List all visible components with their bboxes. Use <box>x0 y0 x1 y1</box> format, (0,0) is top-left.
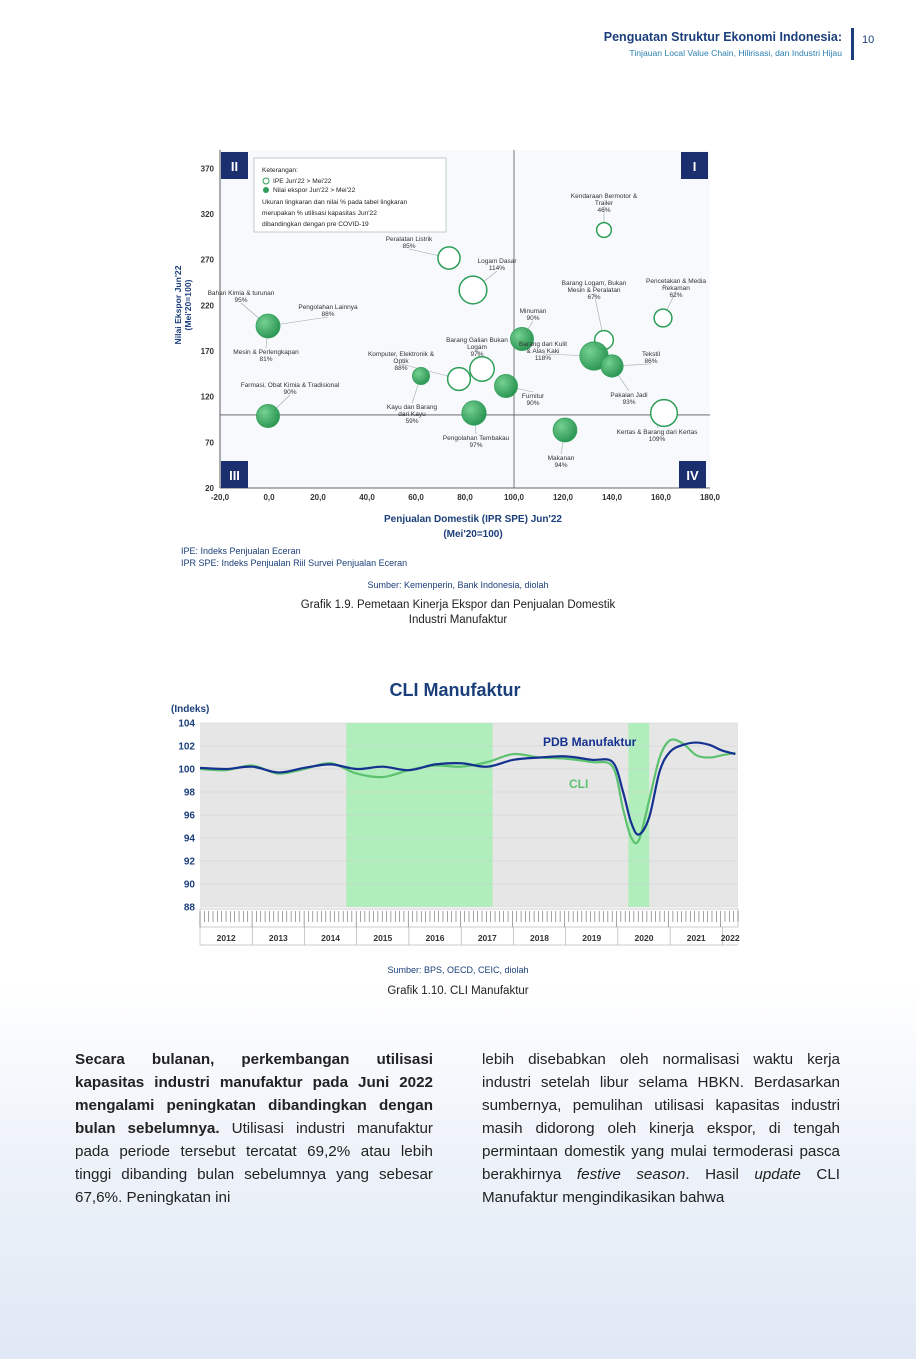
y-tick-label: 100 <box>178 764 195 776</box>
year-label: 2013 <box>268 933 288 943</box>
ipe-note: IPE: Indeks Penjualan Eceran <box>181 546 301 556</box>
year-label: 2022 <box>720 933 740 943</box>
y-tick-label: 104 <box>178 718 195 730</box>
point-utilization: 46% <box>597 207 611 214</box>
point-label: Logam Dasar <box>477 258 517 265</box>
data-point <box>597 223 612 238</box>
data-point <box>654 309 672 327</box>
point-label: Bahan Kimia & turunan <box>207 290 275 297</box>
scatter-source: Sumber: Kemenperin, Bank Indonesia, diolah <box>367 580 549 590</box>
x-tick-label: 40,0 <box>359 493 375 502</box>
x-tick-label: 120,0 <box>552 493 574 502</box>
data-point <box>494 374 517 397</box>
point-label: Makanan <box>547 455 575 462</box>
header-divider <box>851 28 854 60</box>
data-point <box>438 247 460 269</box>
year-label: 2018 <box>530 933 549 943</box>
y-tick-label: 98 <box>183 787 195 799</box>
point-label-line2: Optik <box>393 358 409 365</box>
point-utilization: 90% <box>526 400 540 407</box>
year-label: 2021 <box>686 933 706 943</box>
running-header-title: Penguatan Struktur Ekonomi Indonesia: <box>603 30 842 44</box>
point-utilization: 88% <box>321 311 335 318</box>
data-point <box>553 418 577 442</box>
y-tick-label: 270 <box>200 255 214 265</box>
y-tick-label: 120 <box>200 392 214 402</box>
cli-caption: Grafik 1.10. CLI Manufaktur <box>387 985 529 997</box>
quadrant-label-iii: III <box>229 468 240 483</box>
point-label: Barang dari Kulit <box>518 341 568 348</box>
point-label-line2: dari Kayu <box>398 411 426 418</box>
point-label-line2: Trailer <box>594 200 614 207</box>
body-paragraph-right: lebih disebabkan oleh normalisasi waktu kerja industri setelah libur selama HBKN. Berdasarkan sumbernya, pemulihan utilisasi kapasitas industri masih didorong oleh kinerja ekspor, di tengah permintaan domestik yang mulai termoderasi pasca berakhirnya festive season. Hasil update CLI Manufaktur mengindikasikan bahwa <box>482 1051 841 1206</box>
legend-note-2: merupakan % utilisasi kapasitas Jun'22 <box>262 210 377 217</box>
point-label: Tekstil <box>641 351 661 358</box>
point-utilization: 109% <box>648 436 666 443</box>
point-label: Kertas & Barang dari Kertas <box>616 429 698 436</box>
point-label: Barang Galian Bukan <box>446 337 508 344</box>
y-tick-label: 88 <box>183 902 195 914</box>
data-point <box>412 367 429 384</box>
point-utilization: 88% <box>394 365 408 372</box>
point-label: Komputer, Elektronik & <box>367 351 435 358</box>
point-label: Barang Logam, Bukan <box>561 280 627 287</box>
point-label: Farmasi, Obat Kimia & Tradisional <box>240 382 340 389</box>
data-point <box>448 368 471 391</box>
point-label-line2: & Alas Kaki <box>526 348 560 355</box>
x-tick-label: 60,0 <box>408 493 424 502</box>
scatter-caption-2: Industri Manufaktur <box>408 614 508 626</box>
y-tick-label: 370 <box>200 164 214 174</box>
x-tick-label: 20,0 <box>310 493 326 502</box>
point-utilization: 85% <box>402 243 416 250</box>
point-utilization: 95% <box>234 297 248 304</box>
point-label: Pencetakan & Media <box>646 278 706 285</box>
point-utilization: 97% <box>470 351 484 358</box>
point-utilization: 81% <box>259 356 273 363</box>
x-tick-label: 140,0 <box>601 493 623 502</box>
body-paragraph-left: Secara bulanan, perkembangan utilisasi kapasitas industri manufaktur pada Juni 2022 mengalami peningkatan dibandingkan dengan bulan sebelumnya. Utilisasi industri manufaktur pada periode tersebut tercatat 69,2% atau lebih tinggi dibanding bulan sebelumnya yang sebesar 67,6%. Peningkatan ini <box>75 1051 433 1206</box>
point-label: Peralatan Listrik <box>385 236 433 243</box>
x-tick-label: 160,0 <box>650 493 672 502</box>
point-label: Furnitur <box>521 393 545 400</box>
point-utilization: 90% <box>283 389 297 396</box>
y-tick-label: 102 <box>178 741 195 753</box>
year-label: 2015 <box>373 933 393 943</box>
quadrant-label-i: I <box>692 159 697 174</box>
x-tick-label: 80,0 <box>457 493 473 502</box>
point-utilization: 114% <box>488 265 506 272</box>
point-utilization: 67% <box>587 294 601 301</box>
y-axis-title-1: Nilai Ekspor Jun'22 <box>173 265 183 345</box>
legend <box>254 158 446 232</box>
x-axis-title-2: (Mei'20=100) <box>443 529 503 540</box>
point-utilization: 118% <box>534 355 552 362</box>
year-label: 2016 <box>425 933 445 943</box>
series-label-cli: CLI <box>569 777 589 791</box>
y-tick-label: 92 <box>183 856 195 868</box>
legend-note-3: dibandingkan dengan pre COVID-19 <box>262 221 369 228</box>
legend-note-1: Ukuran lingkaran dan nilai % pada tabel lingkaran <box>262 199 408 206</box>
point-utilization: 59% <box>405 418 419 425</box>
x-axis-title-1: Penjualan Domestik (IPR SPE) Jun'22 <box>384 514 562 525</box>
y-tick-label: 96 <box>183 810 195 822</box>
point-label-line2: Rekaman <box>662 285 690 292</box>
y-tick-label: 70 <box>205 438 214 448</box>
y-tick-label: 220 <box>200 301 214 311</box>
point-label-line2: Mesin & Peralatan <box>567 287 621 294</box>
y-axis-title-2: (Mei'20=100) <box>183 279 193 331</box>
year-label: 2012 <box>216 933 236 943</box>
year-label: 2020 <box>634 933 654 943</box>
x-tick-label: 180,0 <box>699 493 721 502</box>
page-number: 10 <box>862 34 875 46</box>
point-label: Kendaraan Bermotor & <box>570 193 638 200</box>
data-point <box>651 400 678 427</box>
series-label-pdb-manufaktur: PDB Manufaktur <box>543 735 637 749</box>
point-utilization: 93% <box>622 399 636 406</box>
x-tick-label: 0,0 <box>263 493 275 502</box>
point-utilization: 97% <box>469 442 483 449</box>
point-label: Pengolahan Tembakau <box>442 435 510 442</box>
point-label: Kayu dan Barang <box>386 404 438 411</box>
data-point <box>462 401 486 425</box>
cli-unit-label: (Indeks) <box>171 704 210 715</box>
year-label: 2014 <box>321 933 341 943</box>
y-tick-label: 94 <box>183 833 195 845</box>
point-utilization: 94% <box>554 462 568 469</box>
cli-source: Sumber: BPS, OECD, CEIC, diolah <box>387 965 529 975</box>
y-tick-label: 170 <box>200 346 214 356</box>
year-label: 2017 <box>477 933 497 943</box>
data-point <box>459 276 487 304</box>
scatter-caption-1: Grafik 1.9. Pemetaan Kinerja Ekspor dan Penjualan Domestik <box>300 599 616 611</box>
point-label: Mesin & Perlengkapan <box>233 349 299 356</box>
y-tick-label: 90 <box>183 879 195 891</box>
cli-chart-title: CLI Manufaktur <box>389 680 521 700</box>
point-utilization: 86% <box>644 358 658 365</box>
data-point <box>256 404 279 427</box>
y-tick-label: 20 <box>205 484 214 493</box>
point-label: Pakaian Jadi <box>610 392 648 399</box>
y-tick-label: 320 <box>200 209 214 219</box>
legend-open-label: IPE Jun'22 > Mei'22 <box>273 178 332 185</box>
quadrant-label-ii: II <box>230 159 239 174</box>
running-header-subtitle: Tinjauan Local Value Chain, Hilirisasi, dan Industri Hijau <box>629 48 842 58</box>
point-label: Minuman <box>519 308 547 315</box>
x-tick-label: -20,0 <box>210 493 230 502</box>
x-tick-label: 100,0 <box>503 493 525 502</box>
year-label: 2019 <box>582 933 602 943</box>
cli-chart <box>0 675 916 955</box>
legend-filled-label: Nilai ekspor Jun'22 > Mei'22 <box>273 187 356 194</box>
point-utilization: 62% <box>669 292 683 299</box>
ipr-note: IPR SPE: Indeks Penjualan Riil Survei Penjualan Eceran <box>181 558 408 568</box>
data-point <box>601 355 623 377</box>
legend-title: Keterangan: <box>262 167 298 174</box>
legend-filled-circle <box>263 187 269 193</box>
point-label-line2: Logam <box>467 344 487 351</box>
data-point <box>470 357 494 381</box>
point-label: Pengolahan Lainnya <box>298 304 358 311</box>
data-point <box>256 314 280 338</box>
quadrant-label-iv: IV <box>686 468 699 483</box>
point-utilization: 90% <box>526 315 540 322</box>
